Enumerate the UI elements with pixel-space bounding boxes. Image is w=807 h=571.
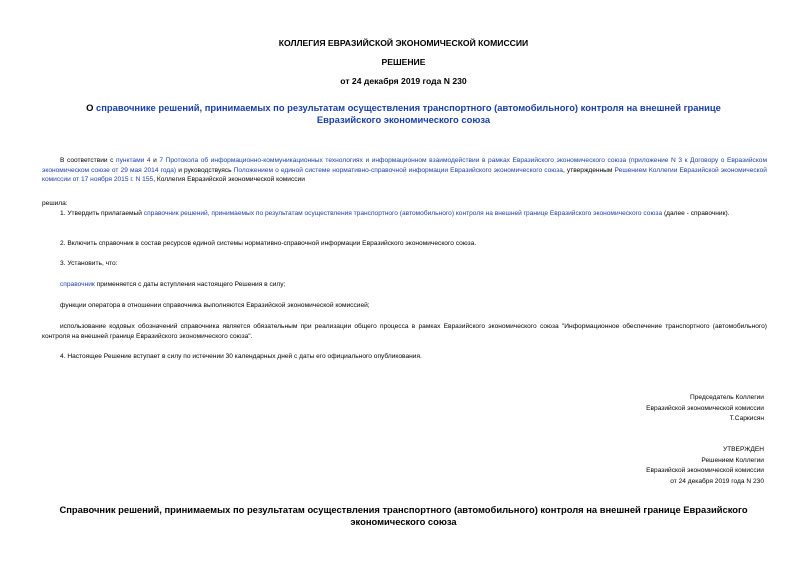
item-1-link[interactable]: справочник решений, принимаемых по результатам осуществления транспортного (автомобильного) контроля на внешней границе Евразийского экономического союза	[143, 210, 663, 217]
signature-line-3: Т.Саркисян	[729, 415, 764, 423]
doc-type: РЕШЕНИЕ	[381, 57, 426, 67]
approved-line-2: Решением Коллегии	[701, 456, 764, 464]
item-3a	[42, 280, 767, 290]
preamble-text-3: и руководствуясь	[176, 166, 234, 174]
signature-block	[464, 393, 764, 425]
signature-line-1: Председатель Коллегии	[690, 394, 764, 401]
preamble-text-4: , утвержденным	[562, 166, 615, 174]
preamble-text-1: В соответствии с	[60, 157, 116, 164]
preamble-link-decision-155[interactable]: Решением Коллегии Евразийской экономической комиссии от 17 ноября 2015 г. N 155	[42, 166, 767, 184]
preamble-link-regulation[interactable]: Положением о единой системе нормативно-справочной информации Евразийского экономического союза	[233, 166, 563, 174]
item-1-text-2: (далее - справочник).	[662, 210, 730, 217]
preamble-paragraph	[42, 156, 767, 185]
title-link[interactable]: справочнике решений, принимаемых по результатам осуществления транспортного (автомобильного) контроля на внешней границе Евразийского экономического союза	[96, 102, 721, 125]
item-4: 4. Настоящее Решение вступает в силу по истечении 30 календарных дней с даты его официального опубликования.	[60, 353, 422, 360]
item-3: 3. Установить, что:	[60, 260, 118, 267]
decided-label: решила:	[42, 200, 68, 207]
doc-date: от 24 декабря 2019 года N 230	[340, 76, 467, 86]
item-3b: функции оператора в отношении справочника выполняются Евразийской экономической комиссией;	[60, 302, 370, 309]
org-header: КОЛЛЕГИЯ ЕВРАЗИЙСКОЙ ЭКОНОМИЧЕСКОЙ КОМИССИИ	[278, 38, 529, 48]
title-prefix: О	[86, 102, 97, 113]
item-2: 2. Включить справочник в состав ресурсов единой системы нормативно-справочной информации Евразийского экономического союза.	[60, 240, 477, 247]
item-1-text-1: 1. Утвердить прилагаемый	[60, 210, 144, 217]
preamble-text-2: и	[150, 157, 160, 164]
document-title	[60, 102, 747, 126]
approved-line-4: от 24 декабря 2019 года N 230	[670, 477, 764, 485]
signature-line-2: Евразийской экономической комиссии	[646, 404, 764, 412]
appendix-title: Справочник решений, принимаемых по результатам осуществления транспортного (автомобильного) контроля на внешней границе Евразийского экономического союза	[59, 504, 748, 527]
item-3a-text: применяется с даты вступления настоящего Решения в силу;	[94, 281, 286, 288]
approved-line-3: Евразийской экономической комиссии	[646, 467, 764, 475]
approved-block	[464, 445, 764, 487]
preamble-text-5: , Коллегия Евразийской экономической комиссии	[153, 176, 305, 184]
preamble-link-protocol[interactable]: 7 Протокола об информационно-коммуникационных технологиях и информационном взаимодействии в рамках Евразийского экономического союза (приложение N 3 к Договору о Евразийском экономическом союзе от 29 мая 2014 года)	[42, 157, 767, 174]
approved-line-1: УТВЕРЖДЕН	[722, 446, 764, 453]
item-3c: использование кодовых обозначений справочника является обязательным при реализации общего процесса в рамках Евразийского экономического союза "Информационное обеспечение транспортного (автомобильного) контроля на внешней границе Евразийского экономического союза".	[42, 323, 767, 340]
preamble-link-points-4[interactable]: пунктами 4	[116, 157, 151, 164]
item-3a-link[interactable]: справочник	[60, 281, 95, 288]
item-1	[42, 209, 767, 219]
